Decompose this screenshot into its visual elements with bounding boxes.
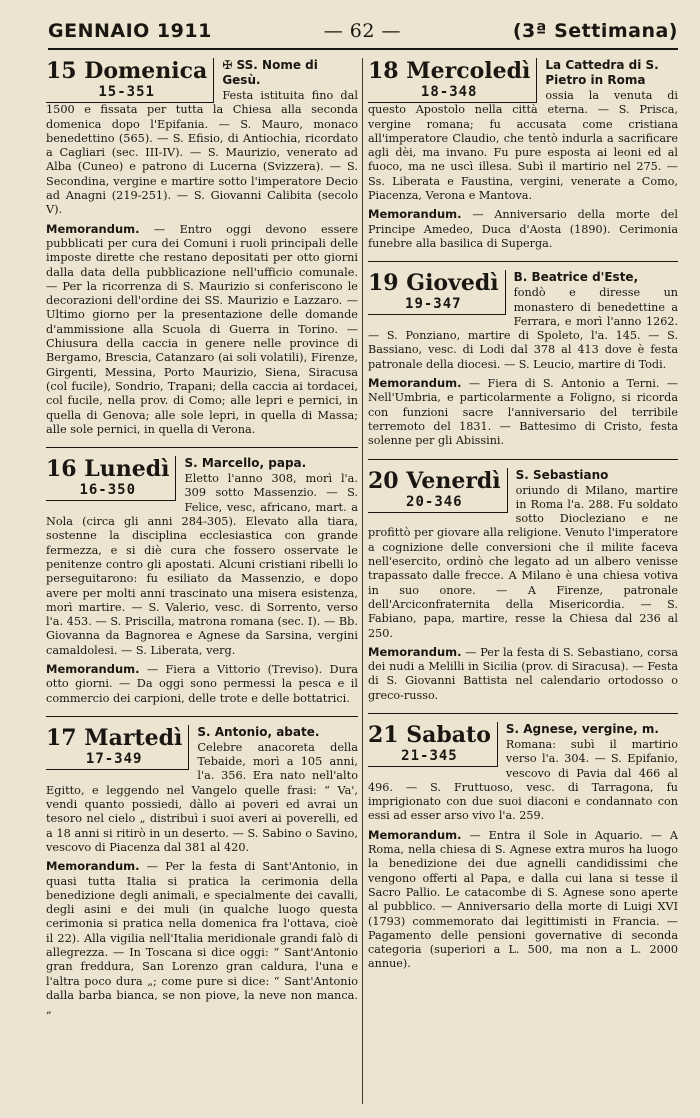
entry-separator: [368, 713, 678, 714]
saint-title: S. Sebastiano: [515, 467, 609, 482]
memorandum: [46, 859, 358, 1017]
day-entry-18: [368, 58, 678, 251]
day-entry-19: [368, 270, 678, 448]
left-column: [46, 58, 358, 1104]
memorandum: [368, 828, 678, 972]
day-text: fondò e diresse un monastero di benedettine a Ferrara, e morì l'anno 1262. — S. Ponziano, martire di Spoleto, l'a. 145. — S. Bassiano, vesc. di Lodi dal 378 al 413 dove è festa patronale della diocesi. — S. Leucio, martire di Todi.: [368, 286, 678, 371]
day-box: [46, 58, 214, 103]
memo-text: — Anniversario della morte del Principe Amedeo, Duca d'Aosta (1890). Cerimonia funebre alla basilica di Superga.: [368, 208, 678, 250]
saint-title: S. Antonio, abate.: [197, 724, 320, 739]
memo-text: — Per la festa di Sant'Antonio, in quasi tutta Italia si pratica la cerimonia della benedizione degli animali, e specialmente dei cavalli, degli asini e dei muli (in qualche luogo questa cerimonia si pratica nella domenica fra l'ottava, cioè il 22). Alla vigilia nell'Italia meridionale grandi falò di allegrezza. — In Toscana si dice oggi: “ Sant'Antonio gran freddura, San Lorenzo gran caldura, l'una e l'altra poco dura „; come pure si dice: “ Sant'Antonio dalla barba bianca, se non piove, la neve non manca. „: [46, 860, 358, 1017]
day-text: Festa istituita fino dal 1500 e fissata per tutta la Chiesa alla seconda domenica dopo l'Epifania. — S. Mauro, monaco benedettino (565). — S. Efisio, di Antiochia, ricordato a Cagliari (sec. III-IV). — S. Maurizio, venerato ad Alba (Cuneo) e patrono di Lucerna (Svizzera). — S. Secondina, vergine e martire sotto l'imperatore Decio ad Anagni (219-251). — S. Giovanni Calibita (secolo V).: [46, 89, 358, 217]
memo-label: Memorandum.: [46, 661, 140, 676]
page-header: [48, 14, 678, 50]
memo-text: — Fiera a Vittorio (Treviso). Dura otto giorni. — Da oggi sono permessi la pesca e il commercio dei carpioni, delle trote e delle bottatrici.: [46, 662, 359, 705]
saint-title: S. Marcello, papa.: [184, 456, 307, 471]
memo-label: Memorandum.: [46, 221, 140, 236]
day-entry-15: [46, 58, 358, 437]
memo-label: Memorandum.: [46, 859, 140, 874]
day-number: 15-351: [98, 84, 155, 100]
day-text: oriundo di Milano, martire in Roma l'a. 288. Fu soldato sotto Diocleziano e ne profittò per giovare alla religione. Venuto l'imperatore a cognizione delle conversioni che il milite faceva nell'esercito, ordinò che legato ad un albero venisse trapassato dalle frecce. A Milano è una chiesa votiva in suo onore. — A Firenze, patronale dell'Arciconfraternita della Misericordia. — S. Fabiano, papa, martire, resse la Chiesa dal 236 al 250.: [368, 483, 678, 640]
day-name: 21 Sabato: [368, 721, 491, 748]
column-divider: [362, 58, 363, 1104]
entry-separator: [46, 447, 358, 448]
day-box: [368, 58, 537, 103]
day-number: 21-345: [401, 747, 458, 764]
day-number: 19-347: [405, 296, 462, 313]
day-box: [46, 456, 176, 501]
day-box: [368, 468, 508, 513]
day-text: Romana: subì il martirio verso l'a. 304. — S. Epifanio, vescovo di Pavia dal 466 al 496. — S. Fruttuoso, vesc. di Tarragona, fu imprigionato con due suoi diaconi e condannato con essi ad esser arso vivo l'a. 259.: [368, 737, 678, 823]
day-text: Eletto l'anno 308, morì l'a. 309 sotto Massenzio. — S. Felice, vesc, africano, mart. a Nola (circa gli anni 284-305). Elevato alla tiara, sostenne la disciplina ecclesiastica con grande fermezza, e si diè cura che fossero osservate le penitenze contro gli apostati. Alcuni cristiani ribelli lo perseguitarono: fu esiliato da Massenzio, e dopo avere per molti anni trascinato una misera esistenza, morì martire. — S. Valerio, vesc. di Sorrento, verso l'a. 453. — S. Priscilla, matrona romana (sec. I). — Bb. Giovanna da Bagnorea e Agnese da Sarsina, vergini camaldolesi. — S. Liberata, verg.: [46, 472, 358, 657]
memo-text: — Entra il Sole in Aquario. — A Roma, nella chiesa di S. Agnese extra muros ha luogo la benedizione dei due agnelli candidissimi che vengono offerti al Papa, e dalla cui lana si tesse il Sacro Pallio. Le catacombe di S. Agnese sono aperte al pubblico. — Anniversario della morte di Luigi XVI (1793) commemorato dai legittimisti in Francia. — Pagamento delle pensioni governative di seconda categoria (superiori a L. 500, ma non a L. 2000 annue).: [368, 828, 678, 971]
header-week: (3ª Settimana): [512, 20, 678, 42]
memo-label: Memorandum.: [368, 207, 462, 222]
header-month: GENNAIO 1911: [48, 20, 212, 42]
day-entry-20: [368, 468, 678, 703]
right-column: [368, 58, 678, 1104]
day-text: ossia la venuta di questo Apostolo nella città eterna. — S. Prisca, vergine romana; fu accusata come cristiana all'imperatore Claudio, che tentò indurla a sacrificare agli dèi, ma invano. Fu pure esposta ai leoni ed al fuoco, ma ne uscì illesa. Subì il martirio nel 275. — Ss. Liberata e Faustina, vergini, venerate a Como, Piacenza, Verona e Mantova.: [368, 89, 678, 203]
saint-title: S. Agnese, vergine, m.: [505, 721, 659, 736]
memorandum: [368, 645, 678, 703]
day-entry-21: [368, 722, 678, 972]
memo-text: — Per la festa di S. Sebastiano, corsa dei nudi a Melilli in Sicilia (prov. di Siracusa). — Festa di S. Giovanni Battista nel calendario ortodosso o greco-russo.: [368, 645, 678, 702]
day-name: 18 Mercoledì: [368, 58, 531, 84]
saint-title: La Cattedra di S. Pietro in Roma: [545, 58, 659, 87]
day-box: [368, 270, 506, 315]
day-number: 16-350: [79, 482, 137, 499]
memo-label: Memorandum.: [368, 376, 462, 391]
day-box: [46, 725, 189, 770]
day-entry-16: [46, 456, 358, 706]
day-text: Celebre anacoreta della Tebaide, morì a 105 anni, l'a. 356. Era nato nell'alto Egitto, e leggendo nel Vangelo quelle frasi: “ Va', vendi quanto possiedi, dàllo ai poveri ed avrai un tesoro nel cielo „ distribuì i suoi averi ai poverelli, ed a 18 anni si ritirò in un deserto. — S. Sabino o Savino, vescovo di Piacenza dal 381 al 420.: [46, 740, 358, 854]
day-box: [368, 722, 498, 767]
saint-title: ✠ SS. Nome di Gesù.: [222, 58, 318, 87]
memorandum: [46, 222, 358, 437]
page-number: — 62 —: [323, 20, 401, 42]
day-name: 17 Martedì: [46, 724, 183, 751]
memo-text: — Fiera di S. Antonio a Terni. — Nell'Umbria, e particolarmente a Foligno, si ricorda con funzioni sacre l'anniversario del terribile terremoto del 1831. — Battesimo di Cristo, festa solenne per gli Abissini.: [368, 377, 678, 448]
day-number: 17-349: [85, 750, 143, 767]
memo-label: Memorandum.: [368, 827, 462, 842]
memo-label: Memorandum.: [368, 644, 462, 659]
entry-separator: [368, 459, 678, 460]
memo-text: — Entro oggi devono essere pubblicati per cura dei Comuni i ruoli principali delle imposte dirette che restano depositati per otto giorni dalla data della pubblicazione nell'ufficio comunale. — Per la ricorrenza di S. Maurizio si conferiscono le decorazioni dell'ordine dei SS. Maurizio e Lazzaro. — Ultimo giorno per la presentazione delle domande d'ammissione alla Scuola di Guerra in Torino. — Chiusura della caccia in genere nelle province di Bergamo, Brescia, Catanzaro (ai soli volatili), Firenze, Girgenti, Messina, Porto Maurizio, Siena, Siracusa (col fucile), Sondrio, Trapani; della caccia ai tordacei, col fucile, nella prov. di Como; alle lepri e pernici, in quella di Genova; alle sole lepri, in quella di Massa; alle sole pernici, in quella di Verona.: [46, 222, 359, 436]
saint-title: B. Beatrice d'Este,: [513, 270, 639, 285]
memorandum: [368, 207, 678, 251]
memorandum: [46, 662, 358, 706]
day-name: 20 Venerdì: [368, 467, 501, 494]
entry-separator: [368, 261, 678, 262]
day-number: 20-346: [406, 493, 463, 510]
day-entry-17: [46, 725, 358, 1018]
day-name: 16 Lunedì: [46, 456, 170, 483]
day-number: 18-348: [420, 84, 478, 100]
entry-separator: [46, 716, 358, 717]
memorandum: [368, 376, 678, 448]
day-name: 19 Giovedì: [368, 270, 499, 297]
day-name: 15 Domenica: [46, 58, 208, 84]
